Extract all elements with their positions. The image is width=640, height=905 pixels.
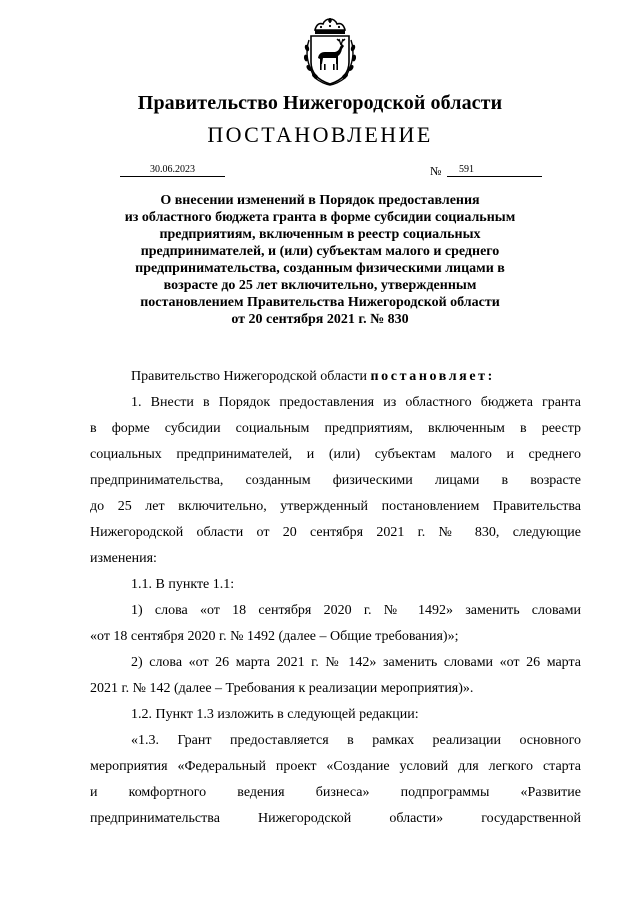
heading-line: из областного бюджета гранта в форме субсидии социальным	[124, 210, 516, 225]
body-line: «1.3. Грант предоставляется в рамках реализации основного	[131, 733, 581, 748]
body-line: в форме субсидии социальным предприятиям, включенным в реестр	[90, 421, 581, 436]
body-line: 2) слова «от 26 марта 2021 г. № 142» заменить словами «от 26 марта	[131, 655, 581, 670]
body-line: изменения:	[90, 551, 157, 566]
preamble-prefix: Правительство Нижегородской области	[131, 369, 367, 384]
body-line: мероприятия «Федеральный проект «Создание условий для легкого старта	[90, 759, 581, 774]
body-line: 2021 г. № 142 (далее – Требования к реализации мероприятия)».	[90, 681, 474, 696]
body-line: предпринимательства, созданным физическими лицами в возрасте	[90, 473, 581, 488]
document-date: 30.06.2023	[120, 164, 225, 177]
heading-line: возрасте до 25 лет включительно, утвержденным	[163, 278, 477, 293]
preamble-verb: постановляет:	[370, 369, 495, 384]
document-type: ПОСТАНОВЛЕНИЕ	[207, 122, 433, 147]
preamble	[90, 364, 581, 390]
number-sign: №	[430, 164, 442, 178]
document-body	[90, 364, 581, 832]
body-line: 1) слова «от 18 сентября 2020 г. № 1492» заменить словами	[131, 603, 581, 618]
body-line: 1. Внести в Порядок предоставления из областного бюджета гранта	[131, 395, 581, 410]
heading-line: О внесении изменений в Порядок предоставления	[160, 193, 480, 208]
document-number: 591	[459, 164, 474, 175]
coat-of-arms-emblem	[301, 18, 359, 86]
body-line: и комфортного ведения бизнеса» подпрограммы «Развитие	[90, 785, 581, 800]
body-line: предпринимательства Нижегородской области» государственной	[90, 811, 581, 826]
document-number-field	[447, 164, 542, 177]
body-line: до 25 лет включительно, утвержденный постановлением Правительства	[90, 499, 581, 514]
heading-line: предприятиям, включенным в реестр социальных	[159, 227, 481, 242]
body-line: социальных предпринимателей, и (или) субъектам малого и среднего	[90, 447, 581, 462]
body-line: 1.2. Пункт 1.3 изложить в следующей редакции:	[131, 707, 419, 722]
heading-line: предпринимателей, и (или) субъектам малого и среднего	[140, 244, 500, 259]
heading-line: предпринимательства, созданным физическими лицами в	[135, 261, 505, 276]
heading-line: от 20 сентября 2021 г. № 830	[231, 312, 409, 327]
heading-line: постановлением Правительства Нижегородской области	[140, 295, 500, 310]
body-line: 1.1. В пункте 1.1:	[131, 577, 235, 592]
body-line: «от 18 сентября 2020 г. № 1492 (далее – Общие требования)»;	[90, 629, 459, 644]
body-line: Нижегородской области от 20 сентября 2021 г. № 830, следующие	[90, 525, 581, 540]
government-title: Правительство Нижегородской области	[137, 92, 503, 114]
document-heading	[0, 192, 640, 328]
